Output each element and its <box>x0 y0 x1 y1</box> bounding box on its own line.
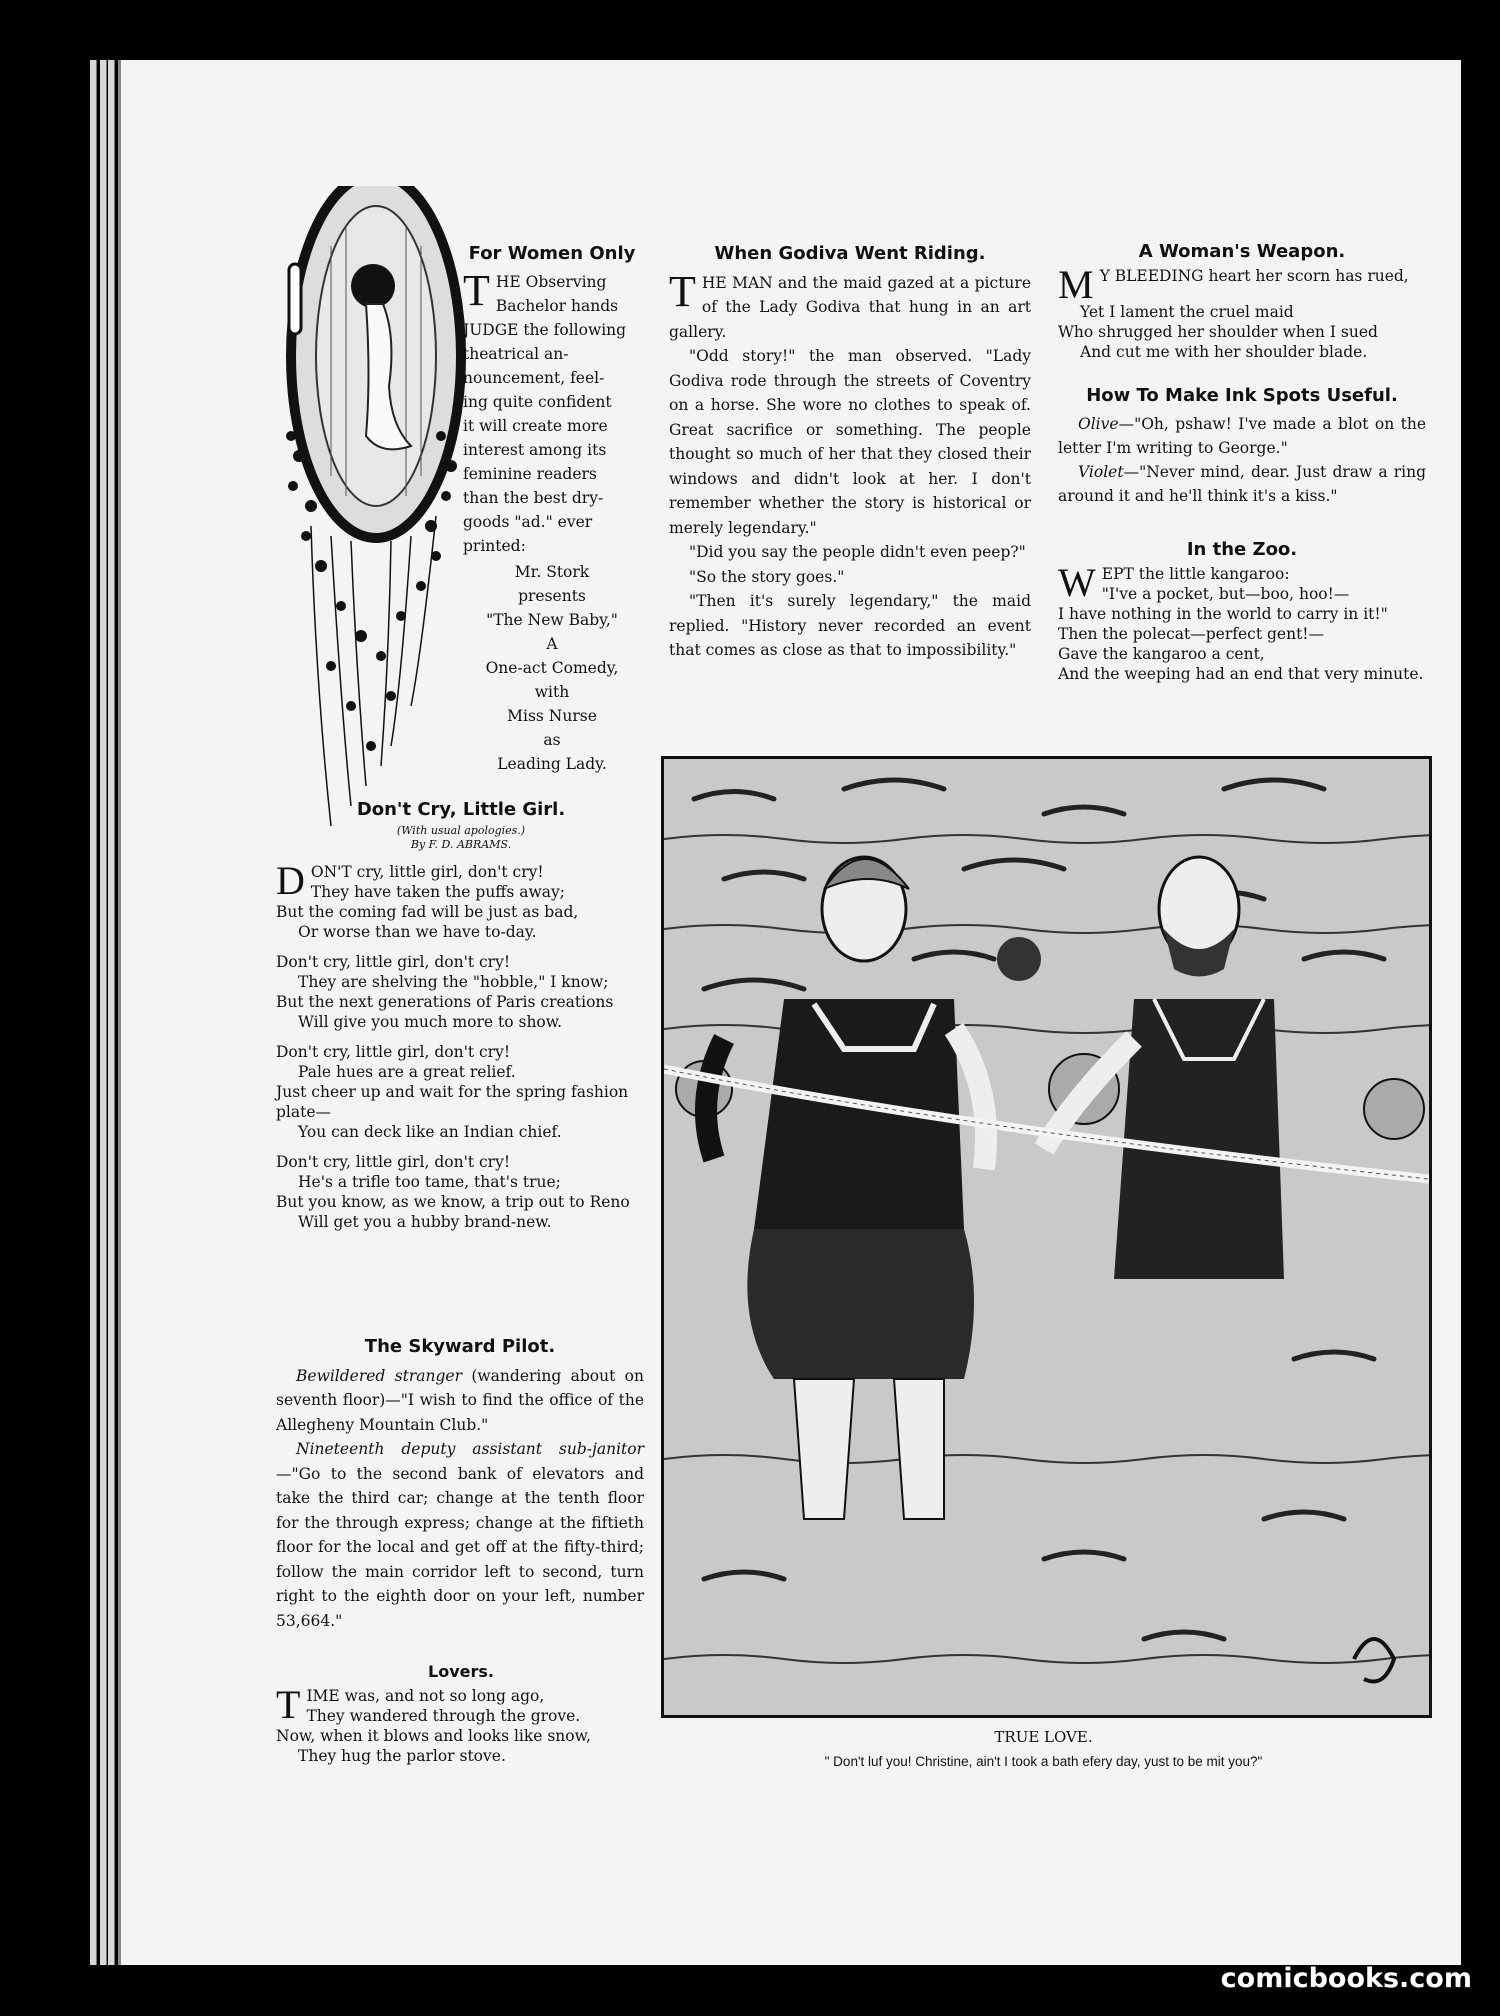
stanza <box>276 1042 646 1142</box>
verse-line: They have taken the puffs away; <box>310 883 565 901</box>
verse-line: Don't cry, little girl, don't cry! <box>276 1153 511 1171</box>
announcement-line: "The New Baby," <box>486 611 618 629</box>
women-only-line: HE Observing <box>495 273 607 291</box>
site-watermark: comicbooks.com <box>1220 1963 1472 1994</box>
page-edge <box>90 60 97 1965</box>
godiva-paragraph: "So the story goes." <box>689 567 845 586</box>
women-only-line: feminine readers <box>463 465 597 483</box>
speaker: Violet <box>1078 463 1124 481</box>
dont-cry-byline: By F. D. ABRAMS. <box>410 838 512 851</box>
verse-line: You can deck like an Indian chief. <box>298 1123 562 1141</box>
zoo-dropcap: W <box>1058 560 1096 605</box>
ink-spots <box>1058 384 1426 508</box>
verse-line: They are shelving the "hobble," I know; <box>298 973 609 991</box>
lovers-dropcap: T <box>276 1682 301 1727</box>
page-edge <box>108 60 115 1965</box>
women-only-line: than the best dry- <box>463 489 604 507</box>
godiva-column <box>669 242 1031 663</box>
weapon-poem <box>1058 242 1426 362</box>
women-only-title: For Women Only <box>468 243 636 264</box>
skyward-paragraph <box>276 1437 644 1633</box>
godiva-paragraph: HE MAN and the maid gazed at a picture of the Lady Godiva that hung in an art gallery. <box>669 273 1031 341</box>
godiva-title: When Godiva Went Riding. <box>714 243 986 264</box>
ink-paragraph <box>1058 460 1426 508</box>
speaker: Nineteenth deputy assistant sub-janitor <box>296 1440 644 1458</box>
dialogue: —"Go to the second bank of elevators and take the third car; change at the tenth floor for the through express; change at the fiftieth floor for the local and get off at the fifty-third; follow the main corridor left to second, turn right to the eighth door on your left, number 53,664." <box>276 1464 644 1630</box>
announcement-line: with <box>534 683 570 701</box>
women-only-line: theatrical an- <box>463 345 569 363</box>
stanza <box>276 952 646 1032</box>
godiva-paragraph: "Did you say the people didn't even peep?" <box>689 543 1026 561</box>
verse-line: "I've a pocket, but—boo, hoo!— <box>1101 585 1350 603</box>
announcement-line: Miss Nurse <box>507 707 597 725</box>
verse-line: Gave the kangaroo a cent, <box>1058 645 1265 663</box>
zoo-poem <box>1058 540 1426 684</box>
cartoon-drawing <box>664 759 1429 1715</box>
true-love-cartoon <box>661 756 1432 1718</box>
verse-line: And cut me with her shoulder blade. <box>1080 343 1368 361</box>
dialogue: —"Never mind, dear. Just draw a ring around it and he'll think it's a kiss." <box>1058 463 1426 505</box>
verse-line: He's a trifle too tame, that's true; <box>298 1173 561 1191</box>
women-only-column <box>463 242 641 776</box>
dont-cry-dropcap: D <box>276 858 305 903</box>
page-edge <box>100 60 107 1965</box>
announcement-line: One-act Comedy, <box>485 659 619 677</box>
women-only-line: JUDGE the following <box>463 321 627 339</box>
verse-line: Who shrugged her shoulder when I sued <box>1058 323 1378 341</box>
verse-line: Now, when it blows and looks like snow, <box>276 1727 591 1745</box>
lovers-poem <box>276 1662 646 1766</box>
verse-line: Then the polecat—perfect gent!— <box>1058 625 1325 643</box>
verse-line: I have nothing in the world to carry in it!" <box>1058 605 1388 623</box>
verse-line: They hug the parlor stove. <box>298 1747 506 1765</box>
announcement-line: Mr. Stork <box>514 563 590 581</box>
weapon-dropcap: M <box>1058 262 1094 307</box>
magazine-page <box>118 60 1461 1965</box>
skyward-title: The Skyward Pilot. <box>364 1336 556 1357</box>
ink-title: How To Make Ink Spots Useful. <box>1086 385 1398 406</box>
verse-line: But the next generations of Paris creations <box>276 993 614 1011</box>
verse-line: Will give you much more to show. <box>298 1013 563 1031</box>
announcement <box>463 560 641 776</box>
women-only-line: Bachelor hands <box>495 297 619 315</box>
zoo-title: In the Zoo. <box>1186 539 1298 560</box>
verse-line: They wandered through the grove. <box>306 1707 581 1725</box>
announcement-line: A <box>546 635 558 653</box>
women-only-line: goods "ad." ever <box>463 513 593 531</box>
godiva-dropcap: T <box>669 266 696 316</box>
stanza <box>276 858 646 942</box>
verse-line: But you know, as we know, a trip out to Reno <box>276 1193 630 1211</box>
women-only-line: it will create more <box>463 417 608 435</box>
dont-cry-poem <box>276 800 646 1242</box>
announcement-line: presents <box>518 587 586 605</box>
women-only-line: printed: <box>463 537 526 555</box>
announcement-line: as <box>543 731 561 749</box>
dialogue: (wandering about on seventh floor)—"I wish to find the office of the Allegheny Mountain Club." <box>276 1366 644 1434</box>
verse-line: Don't cry, little girl, don't cry! <box>276 1043 511 1061</box>
verse-line: Pale hues are a great relief. <box>298 1063 516 1081</box>
godiva-paragraph: "Then it's surely legendary," the maid replied. "History never recorded an event that comes as close as that to impossibility." <box>669 592 1031 659</box>
skyward-pilot <box>276 1335 644 1633</box>
skyward-paragraph <box>276 1364 644 1438</box>
weapon-title: A Woman's Weapon. <box>1138 241 1346 262</box>
dont-cry-subtitle: (With usual apologies.) <box>396 824 526 837</box>
ink-paragraph <box>1058 412 1426 460</box>
cartoon-quote: " Don't luf you! Christine, ain't I took a bath efery day, yust to be mit you?" <box>824 1754 1263 1769</box>
women-only-line: nouncement, feel- <box>463 369 605 387</box>
dont-cry-title: Don't Cry, Little Girl. <box>356 799 566 820</box>
verse-line: Don't cry, little girl, don't cry! <box>276 953 511 971</box>
stanza <box>276 1152 646 1232</box>
verse-line: EPT the little kangaroo: <box>1101 565 1290 583</box>
speaker: Bewildered stranger <box>296 1366 463 1385</box>
woman-medallion-illustration <box>271 186 471 846</box>
verse-line: Just cheer up and wait for the spring fashion plate— <box>276 1083 629 1121</box>
verse-line: Or worse than we have to-day. <box>298 923 537 941</box>
cartoon-title: TRUE LOVE. <box>994 1728 1093 1746</box>
verse-line: ON'T cry, little girl, don't cry! <box>310 863 544 881</box>
godiva-paragraph: "Odd story!" the man observed. "Lady Godiva rode through the streets of Coventry on a horse. She wore no clothes to speak of. Great sacrifice or something. The people thought so much of her that they closed their windows and didn't look at her. I don't remember whether the story is historical or merely legendary." <box>669 347 1031 537</box>
speaker: Olive <box>1078 415 1119 433</box>
announcement-line: Leading Lady. <box>497 755 607 773</box>
women-only-dropcap: T <box>463 266 490 315</box>
verse-line: Yet I lament the cruel maid <box>1080 303 1294 321</box>
verse-line: Y BLEEDING heart her scorn has rued, <box>1099 267 1409 285</box>
verse-line: IME was, and not so long ago, <box>306 1687 545 1705</box>
dialogue: —"Oh, pshaw! I've made a blot on the letter I'm writing to George." <box>1058 415 1426 457</box>
verse-line: Will get you a hubby brand-new. <box>298 1213 552 1231</box>
women-only-line: ing quite confident <box>463 393 612 411</box>
women-only-line: interest among its <box>463 441 607 459</box>
verse-line: And the weeping had an end that very minute. <box>1058 665 1424 683</box>
lovers-title: Lovers. <box>428 1662 494 1681</box>
verse-line: But the coming fad will be just as bad, <box>276 903 579 921</box>
